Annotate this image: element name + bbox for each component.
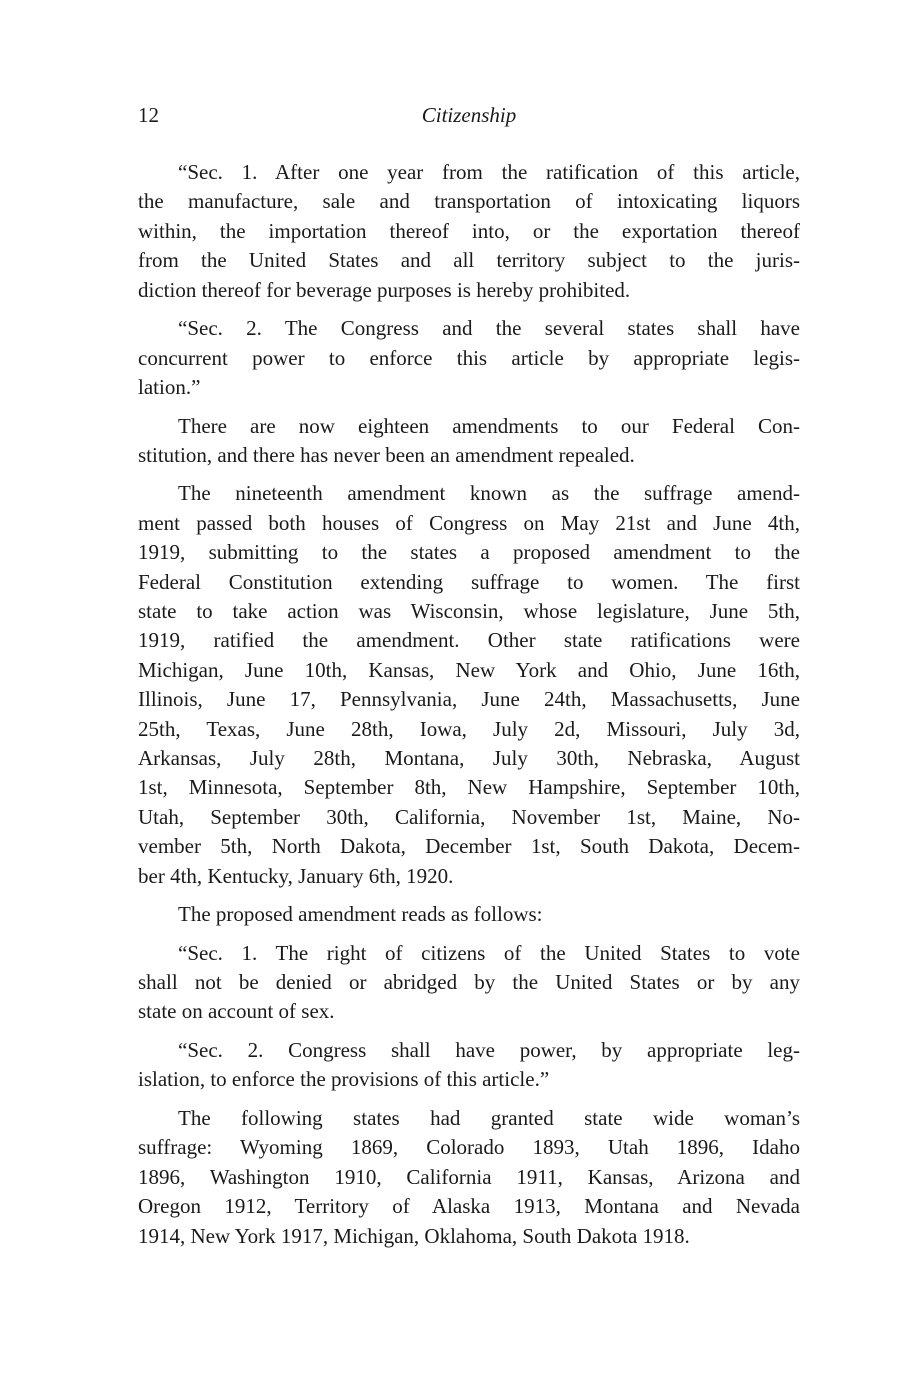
text-line: from the United States and all territory subject to the juris- — [138, 248, 800, 273]
text-line: 1st, Minnesota, September 8th, New Hampshire, September 10th, — [138, 775, 800, 800]
text-line: stitution, and there has never been an amendment repealed. — [138, 442, 635, 467]
page-header — [138, 103, 800, 133]
text-line: The following states had granted state wide woman’s — [178, 1106, 800, 1131]
text-line: The proposed amendment reads as follows: — [178, 902, 543, 927]
paragraph — [138, 1036, 800, 1095]
text-line: 25th, Texas, June 28th, Iowa, July 2d, Missouri, July 3d, — [138, 716, 800, 741]
text-line: islation, to enforce the provisions of this article.” — [138, 1067, 550, 1092]
paragraph — [138, 314, 800, 402]
text-line: Oregon 1912, Territory of Alaska 1913, Montana and Nevada — [138, 1194, 800, 1219]
text-line: state to take action was Wisconsin, whose legislature, June 5th, — [138, 599, 800, 624]
text-line: state on account of sex. — [138, 999, 335, 1024]
text-line: within, the importation thereof into, or the exportation thereof — [138, 218, 800, 243]
text-line: The nineteenth amendment known as the suffrage amend- — [178, 481, 800, 506]
text-line: concurrent power to enforce this article by appropriate legis- — [138, 345, 800, 370]
paragraph — [138, 939, 800, 1027]
text-line: vember 5th, North Dakota, December 1st, South Dakota, Decem- — [138, 834, 800, 859]
text-line: shall not be denied or abridged by the United States or by any — [138, 970, 800, 995]
text-line: 1919, submitting to the states a proposed amendment to the — [138, 540, 800, 565]
paragraph — [138, 158, 800, 305]
text-line: “Sec. 2. Congress shall have power, by appropriate leg- — [178, 1038, 800, 1063]
text-line: 1914, New York 1917, Michigan, Oklahoma, South Dakota 1918. — [138, 1223, 690, 1248]
text-line: 1896, Washington 1910, California 1911, Kansas, Arizona and — [138, 1164, 800, 1189]
text-line: the manufacture, sale and transportation of intoxicating liquors — [138, 189, 800, 214]
paragraph — [138, 479, 800, 890]
text-line: ment passed both houses of Congress on May 21st and June 4th, — [138, 510, 800, 535]
paragraph — [138, 1104, 800, 1251]
text-line: Utah, September 30th, California, November 1st, Maine, No- — [138, 804, 800, 829]
text-line: ber 4th, Kentucky, January 6th, 1920. — [138, 863, 454, 888]
text-line: Arkansas, July 28th, Montana, July 30th, Nebraska, August — [138, 745, 800, 770]
body-text — [138, 158, 800, 1260]
text-line: “Sec. 1. The right of citizens of the United States to vote — [178, 940, 800, 965]
paragraph — [138, 412, 800, 471]
text-line: Michigan, June 10th, Kansas, New York and Ohio, June 16th, — [138, 657, 800, 682]
text-line: “Sec. 2. The Congress and the several states shall have — [178, 316, 800, 341]
text-line: diction thereof for beverage purposes is hereby prohibited. — [138, 277, 631, 302]
paragraph — [138, 900, 800, 929]
text-line: Federal Constitution extending suffrage to women. The first — [138, 569, 800, 594]
text-line: There are now eighteen amendments to our Federal Con- — [178, 413, 800, 438]
text-line: Illinois, June 17, Pennsylvania, June 24th, Massachusetts, June — [138, 687, 800, 712]
running-title: Citizenship — [421, 103, 517, 127]
text-line: suffrage: Wyoming 1869, Colorado 1893, Utah 1896, Idaho — [138, 1135, 800, 1160]
text-line: lation.” — [138, 374, 201, 399]
text-line: “Sec. 1. After one year from the ratification of this article, — [178, 160, 800, 184]
text-line: 1919, ratified the amendment. Other state ratifications were — [138, 628, 800, 653]
page-number: 12 — [138, 103, 159, 127]
